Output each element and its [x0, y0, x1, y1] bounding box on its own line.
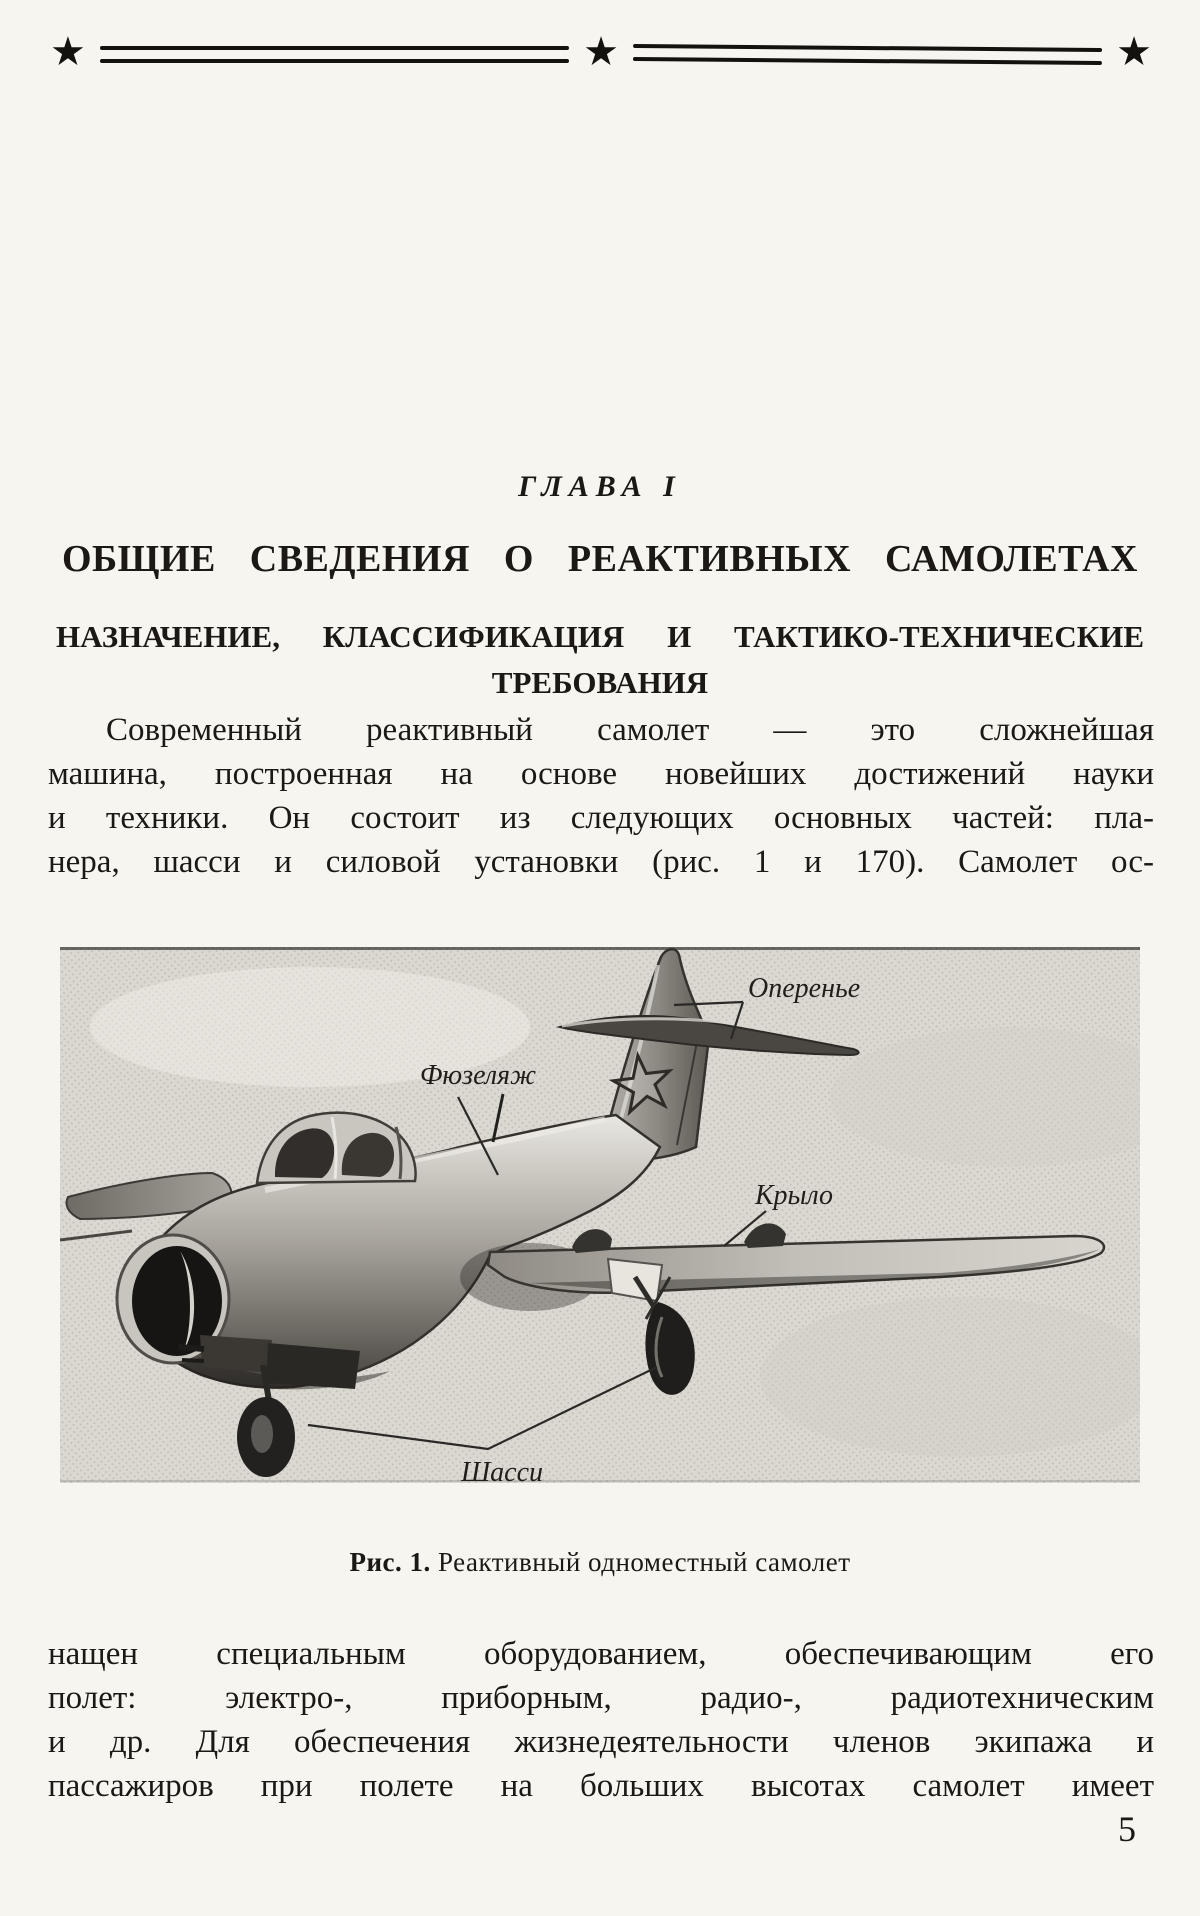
text-line: нащен специальным оборудованием, обеспечивающим его [48, 1636, 1154, 1672]
chapter-kicker: ГЛАВА I [518, 470, 682, 503]
header-rule [50, 30, 1152, 78]
figure-caption-text: Реактивный одноместный самолет [438, 1547, 851, 1577]
star-icon: ★ [583, 29, 619, 74]
figure-caption-number: Рис. 1. [349, 1547, 431, 1577]
figure-caption [0, 1547, 1200, 1578]
star-icon: ★ [50, 29, 86, 74]
text-line: пассажиров при полете на больших высотах самолет имеет [48, 1768, 1154, 1804]
star-icon: ★ [1116, 29, 1153, 74]
text-line: НАЗНАЧЕНИЕ, КЛАССИФИКАЦИЯ И ТАКТИКО-ТЕХНИЧЕСКИЕ [56, 619, 1144, 654]
double-rule [633, 43, 1102, 64]
chapter-title: ОБЩИЕ СВЕДЕНИЯ О РЕАКТИВНЫХ САМОЛЕТАХ [62, 538, 1138, 580]
text-line: полет: электро-, приборным, радио-, радиотехническим [48, 1680, 1154, 1716]
figure-label-wing: Крыло [754, 1180, 834, 1211]
page-number: 5 [1118, 1809, 1136, 1849]
paragraph-1 [48, 708, 1154, 884]
figure-1-illustration [60, 947, 1140, 1483]
text-line: ТРЕБОВАНИЯ [491, 665, 709, 700]
figure-label-tail: Оперенье [748, 973, 861, 1004]
text-line: и техники. Он состоит из следующих основных частей: пла- [48, 800, 1154, 836]
jet-aircraft-drawing [60, 947, 1140, 1483]
text-line: и др. Для обеспечения жизнедеятельности членов экипажа и [48, 1724, 1154, 1760]
text-line: Современный реактивный самолет — это сложнейшая [106, 712, 1154, 748]
figure-label-fuselage: Фюзеляж [419, 1060, 537, 1091]
text-line: машина, построенная на основе новейших достижений науки [48, 756, 1154, 792]
paragraph-2 [48, 1632, 1154, 1808]
section-subtitle [56, 614, 1144, 706]
double-rule [100, 46, 569, 63]
text-line: нера, шасси и силовой установки (рис. 1 и 170). Самолет ос- [48, 844, 1154, 880]
figure-label-gear: Шасси [460, 1457, 544, 1483]
